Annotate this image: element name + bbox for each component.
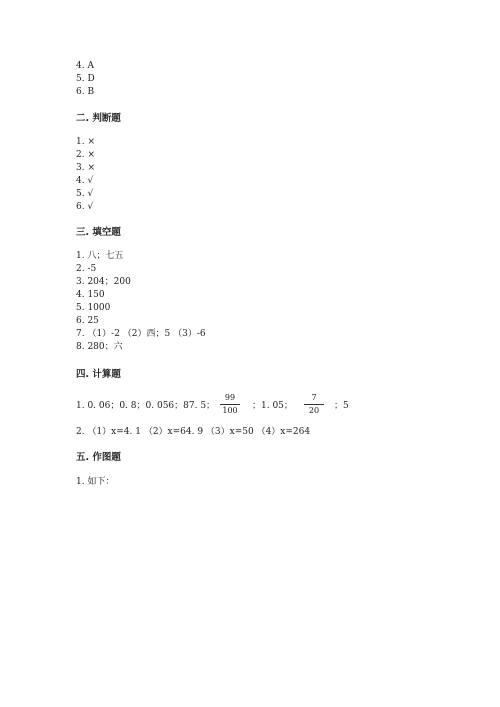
answer-line: 4. A	[76, 61, 94, 71]
answer-line: 3. 204；200	[76, 277, 131, 287]
answer-line: 2. -5	[76, 264, 97, 274]
section-heading-calculation: 四. 计算题	[76, 369, 121, 380]
calc-answer-2: 2. （1）x=4. 1 （2）x=64. 9 （3）x=50 （4）x=264	[76, 427, 311, 437]
fraction-numerator: 7	[311, 393, 317, 402]
answer-line: 2. ×	[76, 150, 95, 160]
calc-answer-1-prefix: 1. 0. 06；0. 8；0. 056；87. 5；	[76, 401, 216, 411]
answer-line: 1. 八；七五	[76, 251, 124, 261]
fraction-denominator: 100	[222, 406, 238, 415]
answer-line: 8. 280；六	[76, 342, 123, 352]
section-heading-judgement: 二. 判断题	[76, 113, 121, 124]
calc-answer-1-suffix: ；5	[334, 401, 349, 411]
fraction	[302, 393, 326, 416]
answer-line: 1. 如下：	[76, 477, 115, 487]
answer-line: 3. ×	[76, 163, 95, 173]
answer-line: 5. D	[76, 74, 95, 84]
answer-line: 7. （1）-2 （2）西；5 （3）-6	[76, 329, 206, 339]
answer-line: 4. √	[76, 176, 94, 186]
answer-line: 5. √	[76, 189, 94, 199]
answer-line: 6. B	[76, 87, 95, 97]
fraction-numerator: 99	[224, 393, 236, 402]
answer-line: 6. 25	[76, 316, 99, 326]
answer-line: 6. √	[76, 202, 94, 212]
section-heading-drawing: 五. 作图题	[76, 452, 121, 463]
fraction-denominator: 20	[308, 406, 320, 415]
calc-answer-1-middle: ；1. 05；	[252, 401, 293, 411]
answer-line: 5. 1000	[76, 303, 111, 313]
section-heading-fill-blank: 三. 填空题	[76, 227, 121, 238]
fraction	[218, 393, 242, 416]
answer-line: 4. 150	[76, 290, 105, 300]
answer-line: 1. ×	[76, 137, 95, 147]
